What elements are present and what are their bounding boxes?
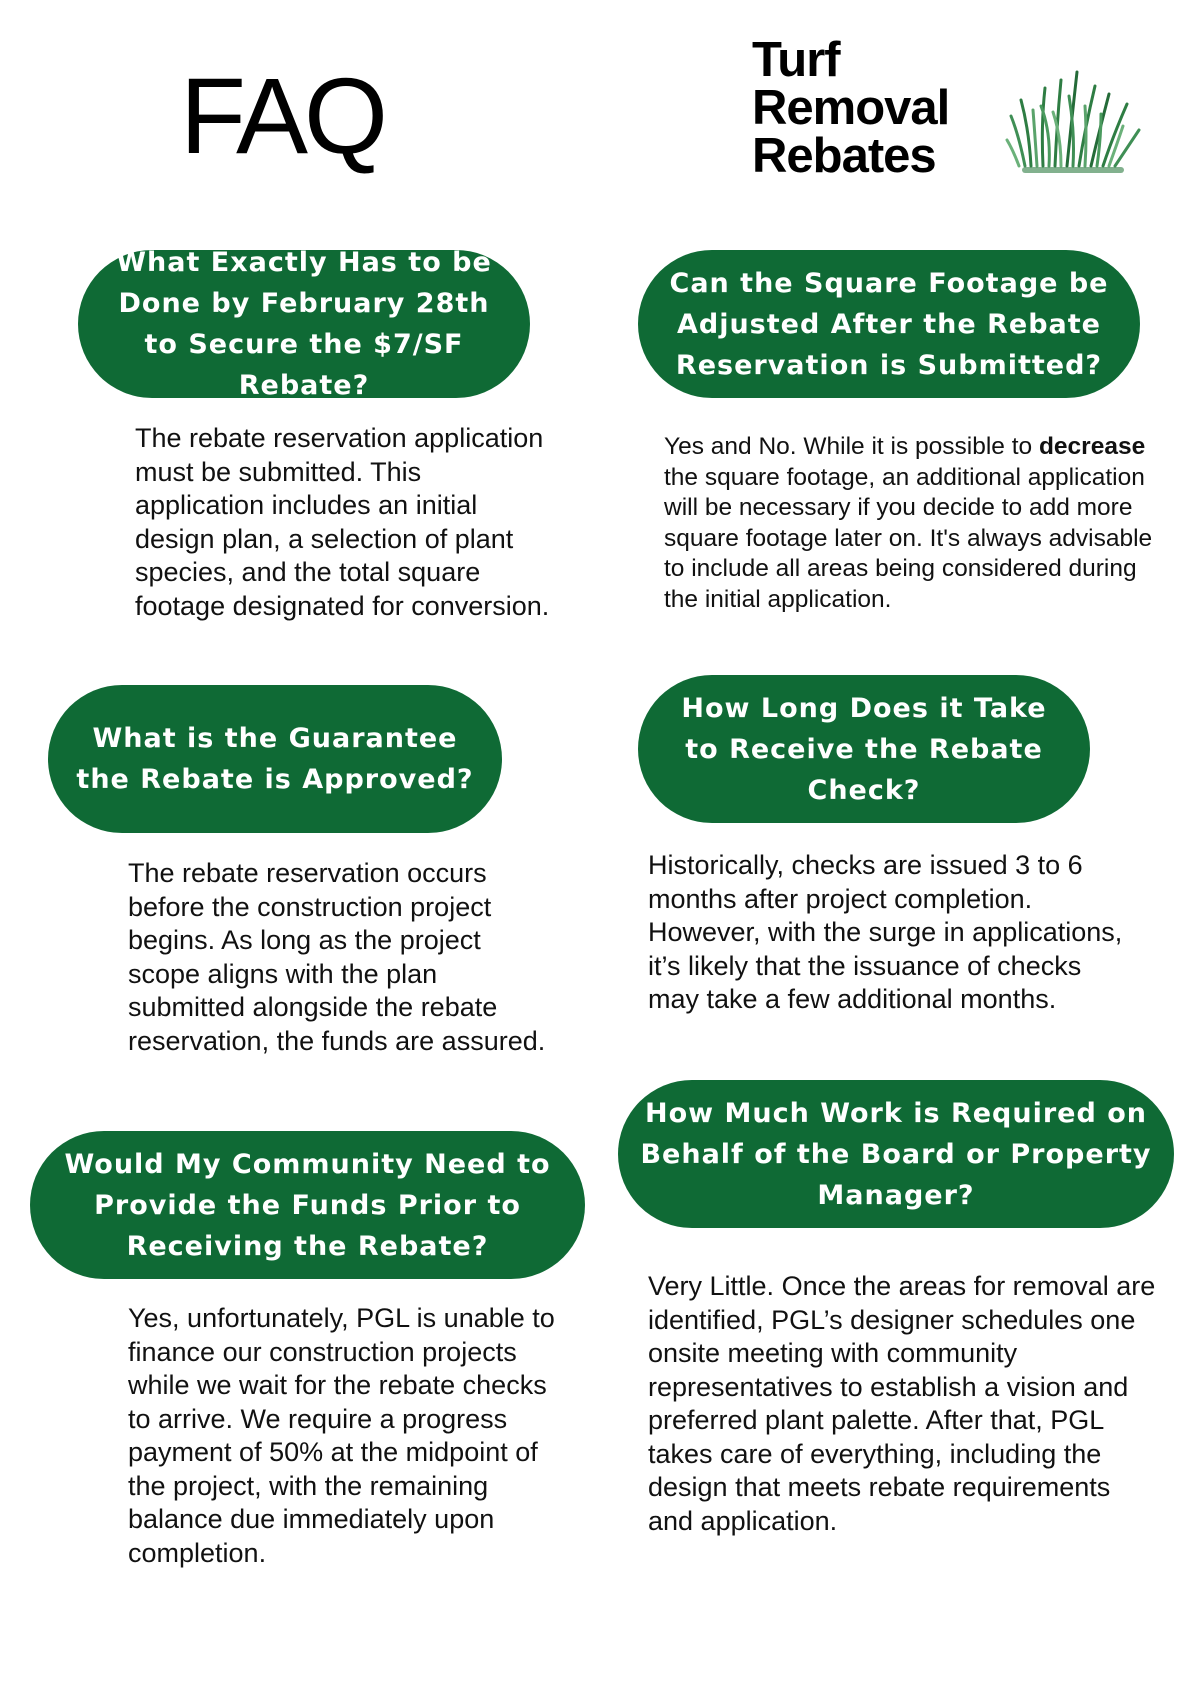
brand-title-line: Rebates (752, 129, 936, 183)
faq-title: FAQ (180, 55, 385, 176)
faq-answer-2-bold: decrease (1038, 433, 1146, 460)
faq-answer-3: The rebate reservation occurs before the construction project begins. As long as the project scope aligns with the plan submitted alongside the rebate reservation, the funds are assured. (128, 858, 546, 1056)
faq-question-3: What is the Guarantee the Rebate is Approved? (48, 685, 502, 833)
faq-answer-2-post: the square footage, an additional application will be necessary if you decide to add more square footage later on. It's always advisable to include all areas being considered during the initial application. (664, 463, 1153, 613)
faq-answer-4: Historically, checks are issued 3 to 6 months after project completion. However, with the surge in applications, it’s likely that the issuance of checks may take a few additional months. (648, 850, 1123, 1014)
brand-title (752, 33, 950, 183)
grass-icon (1005, 66, 1145, 176)
faq-answer-6: Very Little. Once the areas for removal are identified, PGL’s designer schedules one onsite meeting with community representatives to establish a vision and preferred plant palette. After that, PGL takes care of everything, including the design that meets rebate requirements and application. (648, 1271, 1156, 1536)
faq-question-4: How Long Does it Take to Receive the Rebate Check? (638, 675, 1090, 823)
brand-title-line: Removal (752, 81, 950, 135)
faq-answer-1: The rebate reservation application must be submitted. This application includes an initial design plan, a selection of plant species, and the total square footage designated for conversion. (135, 423, 550, 621)
faq-answer-5: Yes, unfortunately, PGL is unable to finance our construction projects while we wait for the rebate checks to arrive. We require a progress payment of 50% at the midpoint of the project, with the remaining balance due immediately upon completion. (128, 1303, 555, 1568)
faq-question-2: Can the Square Footage be Adjusted After the Rebate Reservation is Submitted? (638, 250, 1140, 398)
faq-question-6: How Much Work is Required on Behalf of the Board or Property Manager? (618, 1080, 1174, 1228)
brand-title-line: Turf (752, 33, 840, 87)
faq-question-1: What Exactly Has to be Done by February 28th to Secure the $7/SF Rebate? (78, 250, 530, 398)
faq-answer-2-pre: Yes and No. While it is possible to (664, 433, 1039, 460)
faq-question-5: Would My Community Need to Provide the Funds Prior to Receiving the Rebate? (30, 1131, 585, 1279)
faq-answer-2 (664, 432, 1174, 615)
